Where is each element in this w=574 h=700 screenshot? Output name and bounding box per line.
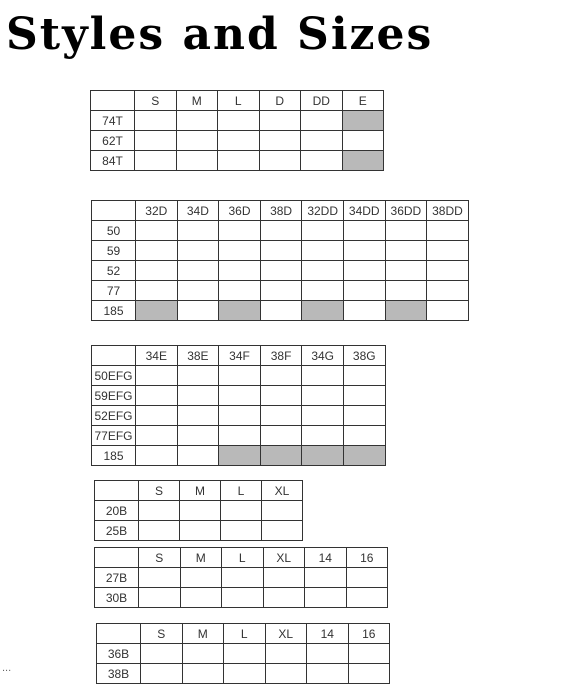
size-cell	[302, 261, 344, 281]
table-row	[92, 366, 386, 386]
size-cell	[219, 426, 261, 446]
row-label: 77EFG	[92, 426, 136, 446]
table-row	[92, 281, 469, 301]
size-cell	[302, 241, 344, 261]
table-row	[92, 386, 386, 406]
size-cell	[427, 221, 469, 241]
table-row	[92, 261, 469, 281]
column-header: XL	[265, 624, 307, 644]
size-cell	[260, 301, 302, 321]
size-cell	[176, 131, 218, 151]
column-header: M	[176, 91, 218, 111]
size-cell	[302, 281, 344, 301]
row-label: 38B	[97, 664, 141, 684]
size-cell	[218, 131, 260, 151]
size-cell	[177, 426, 219, 446]
size-cell	[219, 221, 261, 241]
column-header: M	[180, 548, 222, 568]
column-header: 16	[346, 548, 388, 568]
size-cell	[260, 366, 302, 386]
size-cell	[182, 644, 224, 664]
size-cell	[136, 366, 178, 386]
size-cell	[343, 406, 385, 426]
column-header: S	[139, 548, 181, 568]
size-cell	[136, 386, 178, 406]
table-row	[91, 111, 384, 131]
size-cell	[219, 386, 261, 406]
size-cell	[302, 386, 344, 406]
size-cell	[141, 644, 183, 664]
size-table-b-extended	[94, 547, 388, 608]
table-row	[92, 426, 386, 446]
size-cell	[259, 111, 301, 131]
table-row	[95, 501, 303, 521]
size-cell	[139, 501, 180, 521]
row-label: 59EFG	[92, 386, 136, 406]
size-cell	[218, 111, 260, 131]
size-table-d-cups	[91, 200, 469, 321]
table-row	[92, 241, 469, 261]
size-cell	[427, 301, 469, 321]
size-cell	[136, 261, 178, 281]
column-header: 38DD	[427, 201, 469, 221]
size-cell	[136, 446, 178, 466]
size-cell	[177, 366, 219, 386]
header-row	[97, 624, 390, 644]
size-cell	[265, 664, 307, 684]
size-cell	[342, 151, 384, 171]
size-cell	[260, 446, 302, 466]
size-cell	[219, 241, 261, 261]
size-cell	[260, 281, 302, 301]
size-cell	[342, 111, 384, 131]
size-cell	[427, 281, 469, 301]
size-cell	[302, 366, 344, 386]
column-header: XL	[263, 548, 305, 568]
size-cell	[301, 111, 343, 131]
size-cell	[219, 406, 261, 426]
size-cell	[385, 221, 427, 241]
size-cell	[177, 241, 219, 261]
size-cell	[136, 406, 178, 426]
column-header: M	[180, 481, 221, 501]
size-cell	[385, 241, 427, 261]
column-header: 36DD	[385, 201, 427, 221]
size-table-b-extended-2	[96, 623, 390, 684]
size-cell	[182, 664, 224, 684]
row-label: 36B	[97, 644, 141, 664]
column-header: 14	[305, 548, 347, 568]
size-cell	[385, 301, 427, 321]
table-row	[95, 568, 388, 588]
size-cell	[263, 588, 305, 608]
size-cell	[260, 241, 302, 261]
size-cell	[343, 301, 385, 321]
table-row	[91, 131, 384, 151]
size-cell	[301, 131, 343, 151]
size-cell	[136, 281, 178, 301]
size-cell	[224, 664, 266, 684]
table-row	[92, 446, 386, 466]
size-cell	[180, 568, 222, 588]
size-cell	[302, 406, 344, 426]
size-cell	[177, 261, 219, 281]
column-header: 38G	[343, 346, 385, 366]
size-table-cup-styles	[90, 90, 384, 171]
row-label: 50EFG	[92, 366, 136, 386]
table-row	[95, 588, 388, 608]
row-label: 25B	[95, 521, 139, 541]
size-cell	[139, 521, 180, 541]
size-cell	[343, 221, 385, 241]
size-cell	[177, 406, 219, 426]
size-cell	[342, 131, 384, 151]
corner-cell	[92, 201, 136, 221]
size-cell	[262, 521, 303, 541]
column-header: 16	[348, 624, 390, 644]
column-header: D	[259, 91, 301, 111]
size-cell	[177, 301, 219, 321]
size-cell	[302, 221, 344, 241]
table-row	[91, 151, 384, 171]
size-cell	[302, 301, 344, 321]
column-header: 38E	[177, 346, 219, 366]
size-cell	[135, 131, 177, 151]
size-cell	[219, 301, 261, 321]
size-cell	[348, 664, 390, 684]
size-cell	[136, 426, 178, 446]
column-header: M	[182, 624, 224, 644]
size-cell	[177, 446, 219, 466]
header-row	[95, 548, 388, 568]
size-cell	[260, 261, 302, 281]
size-cell	[219, 281, 261, 301]
size-cell	[343, 426, 385, 446]
size-cell	[180, 501, 221, 521]
column-header: S	[141, 624, 183, 644]
column-header: 34F	[219, 346, 261, 366]
row-label: 30B	[95, 588, 139, 608]
column-header: 32D	[136, 201, 178, 221]
size-cell	[221, 521, 262, 541]
column-header: 34E	[136, 346, 178, 366]
size-cell	[219, 446, 261, 466]
size-cell	[221, 501, 262, 521]
column-header: 32DD	[302, 201, 344, 221]
header-row	[95, 481, 303, 501]
row-label: 52EFG	[92, 406, 136, 426]
column-header: XL	[262, 481, 303, 501]
column-header: 34D	[177, 201, 219, 221]
size-cell	[348, 644, 390, 664]
size-cell	[177, 386, 219, 406]
size-cell	[427, 241, 469, 261]
size-cell	[385, 281, 427, 301]
size-cell	[343, 386, 385, 406]
size-cell	[141, 664, 183, 684]
size-cell	[307, 664, 349, 684]
size-cell	[176, 111, 218, 131]
header-row	[91, 91, 384, 111]
size-cell	[136, 301, 178, 321]
size-cell	[180, 588, 222, 608]
table-row	[97, 664, 390, 684]
size-cell	[346, 568, 388, 588]
size-table-b-basic	[94, 480, 303, 541]
size-cell	[222, 588, 264, 608]
size-cell	[343, 366, 385, 386]
size-cell	[301, 151, 343, 171]
row-label: 77	[92, 281, 136, 301]
corner-cell	[91, 91, 135, 111]
corner-cell	[97, 624, 141, 644]
row-label: 27B	[95, 568, 139, 588]
size-cell	[263, 568, 305, 588]
size-cell	[343, 261, 385, 281]
column-header: 36D	[219, 201, 261, 221]
size-cell	[219, 366, 261, 386]
size-cell	[135, 111, 177, 131]
size-cell	[222, 568, 264, 588]
row-label: 185	[92, 446, 136, 466]
corner-cell	[95, 548, 139, 568]
table-row	[92, 406, 386, 426]
size-cell	[139, 568, 181, 588]
size-cell	[136, 221, 178, 241]
row-label: 84T	[91, 151, 135, 171]
table-row	[92, 221, 469, 241]
size-cell	[136, 241, 178, 261]
corner-cell	[95, 481, 139, 501]
size-cell	[343, 241, 385, 261]
row-label: 62T	[91, 131, 135, 151]
size-cell	[427, 261, 469, 281]
size-cell	[385, 261, 427, 281]
size-cell	[307, 644, 349, 664]
size-cell	[260, 386, 302, 406]
size-cell	[265, 644, 307, 664]
size-cell	[219, 261, 261, 281]
size-cell	[135, 151, 177, 171]
column-header: 34DD	[343, 201, 385, 221]
row-label: 52	[92, 261, 136, 281]
header-row	[92, 201, 469, 221]
column-header: E	[342, 91, 384, 111]
size-cell	[177, 221, 219, 241]
table-row	[92, 301, 469, 321]
size-cell	[302, 446, 344, 466]
column-header: L	[218, 91, 260, 111]
row-label: 20B	[95, 501, 139, 521]
size-cell	[260, 426, 302, 446]
size-cell	[218, 151, 260, 171]
row-label: 59	[92, 241, 136, 261]
header-row	[92, 346, 386, 366]
column-header: S	[135, 91, 177, 111]
column-header: 38D	[260, 201, 302, 221]
size-cell	[259, 131, 301, 151]
size-cell	[302, 426, 344, 446]
page-title: Styles and Sizes	[6, 9, 434, 60]
column-header: DD	[301, 91, 343, 111]
size-cell	[305, 588, 347, 608]
size-cell	[346, 588, 388, 608]
size-cell	[176, 151, 218, 171]
size-cell	[305, 568, 347, 588]
column-header: S	[139, 481, 180, 501]
column-header: 14	[307, 624, 349, 644]
size-cell	[343, 281, 385, 301]
table-row	[97, 644, 390, 664]
table-row	[95, 521, 303, 541]
size-cell	[262, 501, 303, 521]
row-label: 185	[92, 301, 136, 321]
column-header: 38F	[260, 346, 302, 366]
column-header: L	[224, 624, 266, 644]
row-label: 50	[92, 221, 136, 241]
size-table-efg-cups	[91, 345, 386, 466]
column-header: 34G	[302, 346, 344, 366]
row-label: 74T	[91, 111, 135, 131]
size-cell	[224, 644, 266, 664]
size-cell	[259, 151, 301, 171]
size-cell	[343, 446, 385, 466]
size-cell	[260, 406, 302, 426]
footer-mark: ...	[2, 662, 12, 674]
size-cell	[180, 521, 221, 541]
column-header: L	[221, 481, 262, 501]
corner-cell	[92, 346, 136, 366]
size-cell	[260, 221, 302, 241]
size-cell	[177, 281, 219, 301]
size-cell	[139, 588, 181, 608]
column-header: L	[222, 548, 264, 568]
